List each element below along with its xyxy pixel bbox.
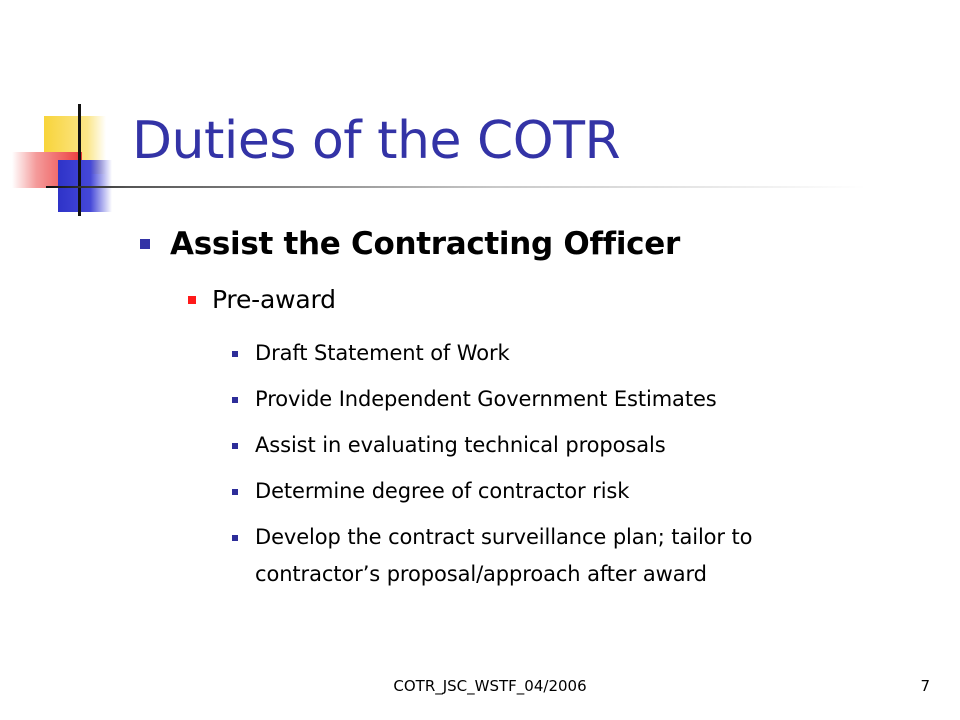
level3-bullet-icon — [232, 489, 238, 495]
level3-bullet-icon — [232, 443, 238, 449]
level3-bullet-icon — [232, 535, 238, 541]
list-item: Assist in evaluating technical proposals — [255, 433, 666, 457]
level3-bullet-icon — [232, 351, 238, 357]
list-item: Develop the contract surveillance plan; tailor to — [255, 525, 753, 549]
list-item: Draft Statement of Work — [255, 341, 510, 365]
list-item-continuation: contractor’s proposal/approach after award — [255, 562, 707, 586]
list-item: Determine degree of contractor risk — [255, 479, 630, 503]
slide-title: Duties of the COTR — [132, 111, 621, 171]
title-underline — [46, 186, 866, 188]
decoration-vertical-line — [78, 104, 81, 216]
level1-bullet-icon — [140, 239, 150, 249]
page-number: 7 — [920, 677, 930, 695]
heading-text: Assist the Contracting Officer — [170, 226, 680, 262]
list-item: Provide Independent Government Estimates — [255, 387, 717, 411]
level2-bullet-icon — [188, 296, 196, 304]
level3-bullet-icon — [232, 397, 238, 403]
footer-text: COTR_JSC_WSTF_04/2006 — [393, 677, 587, 695]
subheading-text: Pre-award — [212, 285, 336, 314]
